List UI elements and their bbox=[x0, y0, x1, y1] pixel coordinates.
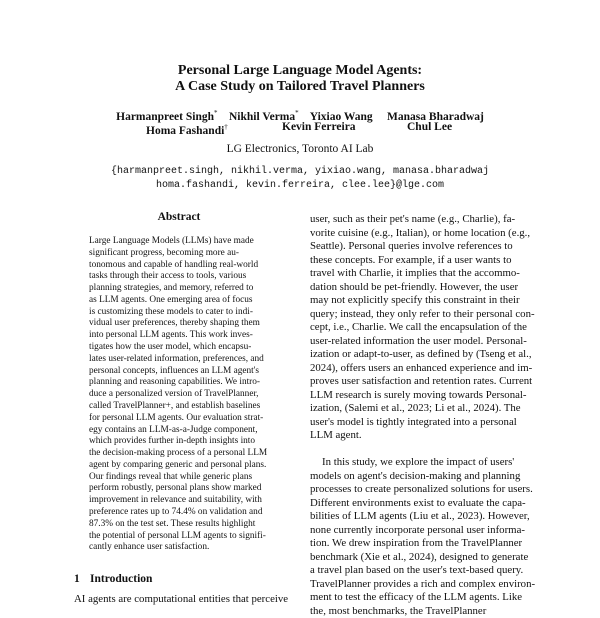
text-line: ization, (Salemi et al., 2023; Li et al., 2024). The bbox=[310, 402, 534, 416]
abstract-heading: Abstract bbox=[74, 211, 284, 223]
abstract-line: lates user-related information, preferences, and bbox=[89, 354, 278, 366]
abstract-line: tonomous and capable of handling real-world bbox=[89, 260, 278, 272]
text-line: query; instead, they only refer to their personal con- bbox=[310, 308, 534, 322]
text-line: user's model is tightly integrated into a personal bbox=[310, 416, 534, 430]
abstract-line: Large Language Models (LLMs) have made bbox=[89, 236, 278, 248]
text-line: TravelPlanner provides a rich and complex environ- bbox=[310, 578, 534, 592]
author-name: Homa Fashandi† bbox=[146, 120, 228, 138]
abstract-line: tigates how the user model, which encapsu- bbox=[89, 342, 278, 354]
text-line: a travel plan based on the user's text-based query. bbox=[310, 564, 534, 578]
text-line: models on agent's decision-making and planning bbox=[310, 470, 534, 484]
paragraph bbox=[310, 456, 534, 618]
text-line: may not explicitly specify this constraint in their bbox=[310, 294, 534, 308]
abstract-line: vidual user preferences, thereby shaping them bbox=[89, 318, 278, 330]
abstract-line: agent by comparing generic and personal plans. bbox=[89, 460, 278, 472]
text-line: 2024), offers users an enhanced experience and im- bbox=[310, 362, 534, 376]
email-line-2: homa.fashandi, kevin.ferreira, clee.lee}@lge.com bbox=[0, 179, 600, 193]
text-line: ment to test the efficacy of the LLM agents. Like bbox=[310, 591, 534, 605]
text-line: LLM research is surely moving towards Personal- bbox=[310, 389, 534, 403]
text-line: Different environments exist to evaluate the capa- bbox=[310, 497, 534, 511]
text-line: ization or adapt-to-user, as defined by (Tseng et al., bbox=[310, 348, 534, 362]
text-line: user-related information the user model. Personal- bbox=[310, 335, 534, 349]
author-name: Yixiao Wang bbox=[310, 111, 373, 123]
paper-title bbox=[0, 63, 600, 95]
section-number: 1 bbox=[74, 573, 90, 585]
text-line: Seattle). Personal queries involve references to bbox=[310, 240, 534, 254]
intro-first-line: AI agents are computational entities that perceive bbox=[74, 593, 288, 605]
text-line: travel with Charlie, it implies that the accommo- bbox=[310, 267, 534, 281]
abstract-line: 87.3% on the test set. These results highlight bbox=[89, 519, 278, 531]
text-line: In this study, we explore the impact of users' bbox=[310, 456, 534, 470]
title-line-1: Personal Large Language Model Agents: bbox=[0, 63, 600, 79]
affiliation: LG Electronics, Toronto AI Lab bbox=[0, 143, 600, 155]
abstract-line: cantly enhance user satisfaction. bbox=[89, 542, 278, 554]
abstract-line: planning and reasoning capabilities. We intro- bbox=[89, 377, 278, 389]
text-line: bilities of LLM agents (Liu et al., 2023). However, bbox=[310, 510, 534, 524]
abstract-line: significant progress, becoming more au- bbox=[89, 248, 278, 260]
title-line-2: A Case Study on Tailored Travel Planners bbox=[0, 79, 600, 95]
text-line: dation should be pet-friendly. However, the user bbox=[310, 281, 534, 295]
text-line: user, such as their pet's name (e.g., Charlie), fa- bbox=[310, 213, 534, 227]
abstract-line: as LLM agents. One emerging area of focus bbox=[89, 295, 278, 307]
abstract-line: tasks through their access to tools, various bbox=[89, 271, 278, 283]
abstract-line: the decision-making process of a personal LLM bbox=[89, 448, 278, 460]
abstract-line: Our findings reveal that while generic plans bbox=[89, 472, 278, 484]
abstract-line: for personal LLM agents. Our evaluation strat- bbox=[89, 413, 278, 425]
abstract-line: perform robustly, personal plans show marked bbox=[89, 483, 278, 495]
email-line-1: {harmanpreet.singh, nikhil.verma, yixiao.wang, manasa.bharadwaj bbox=[0, 165, 600, 179]
section-title: Introduction bbox=[90, 573, 152, 585]
text-line: these concepts. For example, if a user wants to bbox=[310, 254, 534, 268]
author-name: Manasa Bharadwaj bbox=[387, 111, 484, 123]
text-line: the, most benchmarks, the TravelPlanner bbox=[310, 605, 534, 618]
author-name: Harmanpreet Singh* bbox=[116, 111, 217, 123]
abstract-line: which provides further in-depth insights into bbox=[89, 436, 278, 448]
abstract-line: called TravelPlanner+, and establish baselines bbox=[89, 401, 278, 413]
abstract-line: planning strategies, and memory, referred to bbox=[89, 283, 278, 295]
text-line: tion. We drew inspiration from the TravelPlanner bbox=[310, 537, 534, 551]
text-line: none currently incorporate personal user informa- bbox=[310, 524, 534, 538]
text-line: benchmark (Xie et al., 2024), designed to generate bbox=[310, 551, 534, 565]
abstract-line: improvement in relevance and suitability, with bbox=[89, 495, 278, 507]
text-line: vorite cuisine (e.g., Italian), or home location (e.g., bbox=[310, 227, 534, 241]
section-heading bbox=[74, 573, 152, 585]
text-line: cept, i.e., Charlie. We call the encapsulation of the bbox=[310, 321, 534, 335]
author-name: Kevin Ferreira bbox=[282, 120, 356, 134]
abstract-line: into personal LLM agents. This work inves- bbox=[89, 330, 278, 342]
abstract-body bbox=[89, 236, 278, 554]
right-column-text bbox=[310, 213, 534, 618]
abstract-line: preference rates up to 74.4% on validation and bbox=[89, 507, 278, 519]
abstract-line: duce a personalized version of TravelPlanner, bbox=[89, 389, 278, 401]
author-name: Chul Lee bbox=[407, 120, 452, 134]
paragraph bbox=[310, 213, 534, 443]
text-line: processes to create personalized solutions for users. bbox=[310, 483, 534, 497]
abstract-line: egy contains an LLM-as-a-Judge component, bbox=[89, 425, 278, 437]
abstract-line: is customizing these models to cater to indi- bbox=[89, 307, 278, 319]
author-name: Nikhil Verma* bbox=[229, 111, 299, 123]
text-line: LLM agent. bbox=[310, 429, 534, 443]
text-line: proves user satisfaction and retention rates. Current bbox=[310, 375, 534, 389]
abstract-line: the potential of personal LLM agents to signifi- bbox=[89, 531, 278, 543]
abstract-line: personal concepts, influences an LLM agent's bbox=[89, 366, 278, 378]
